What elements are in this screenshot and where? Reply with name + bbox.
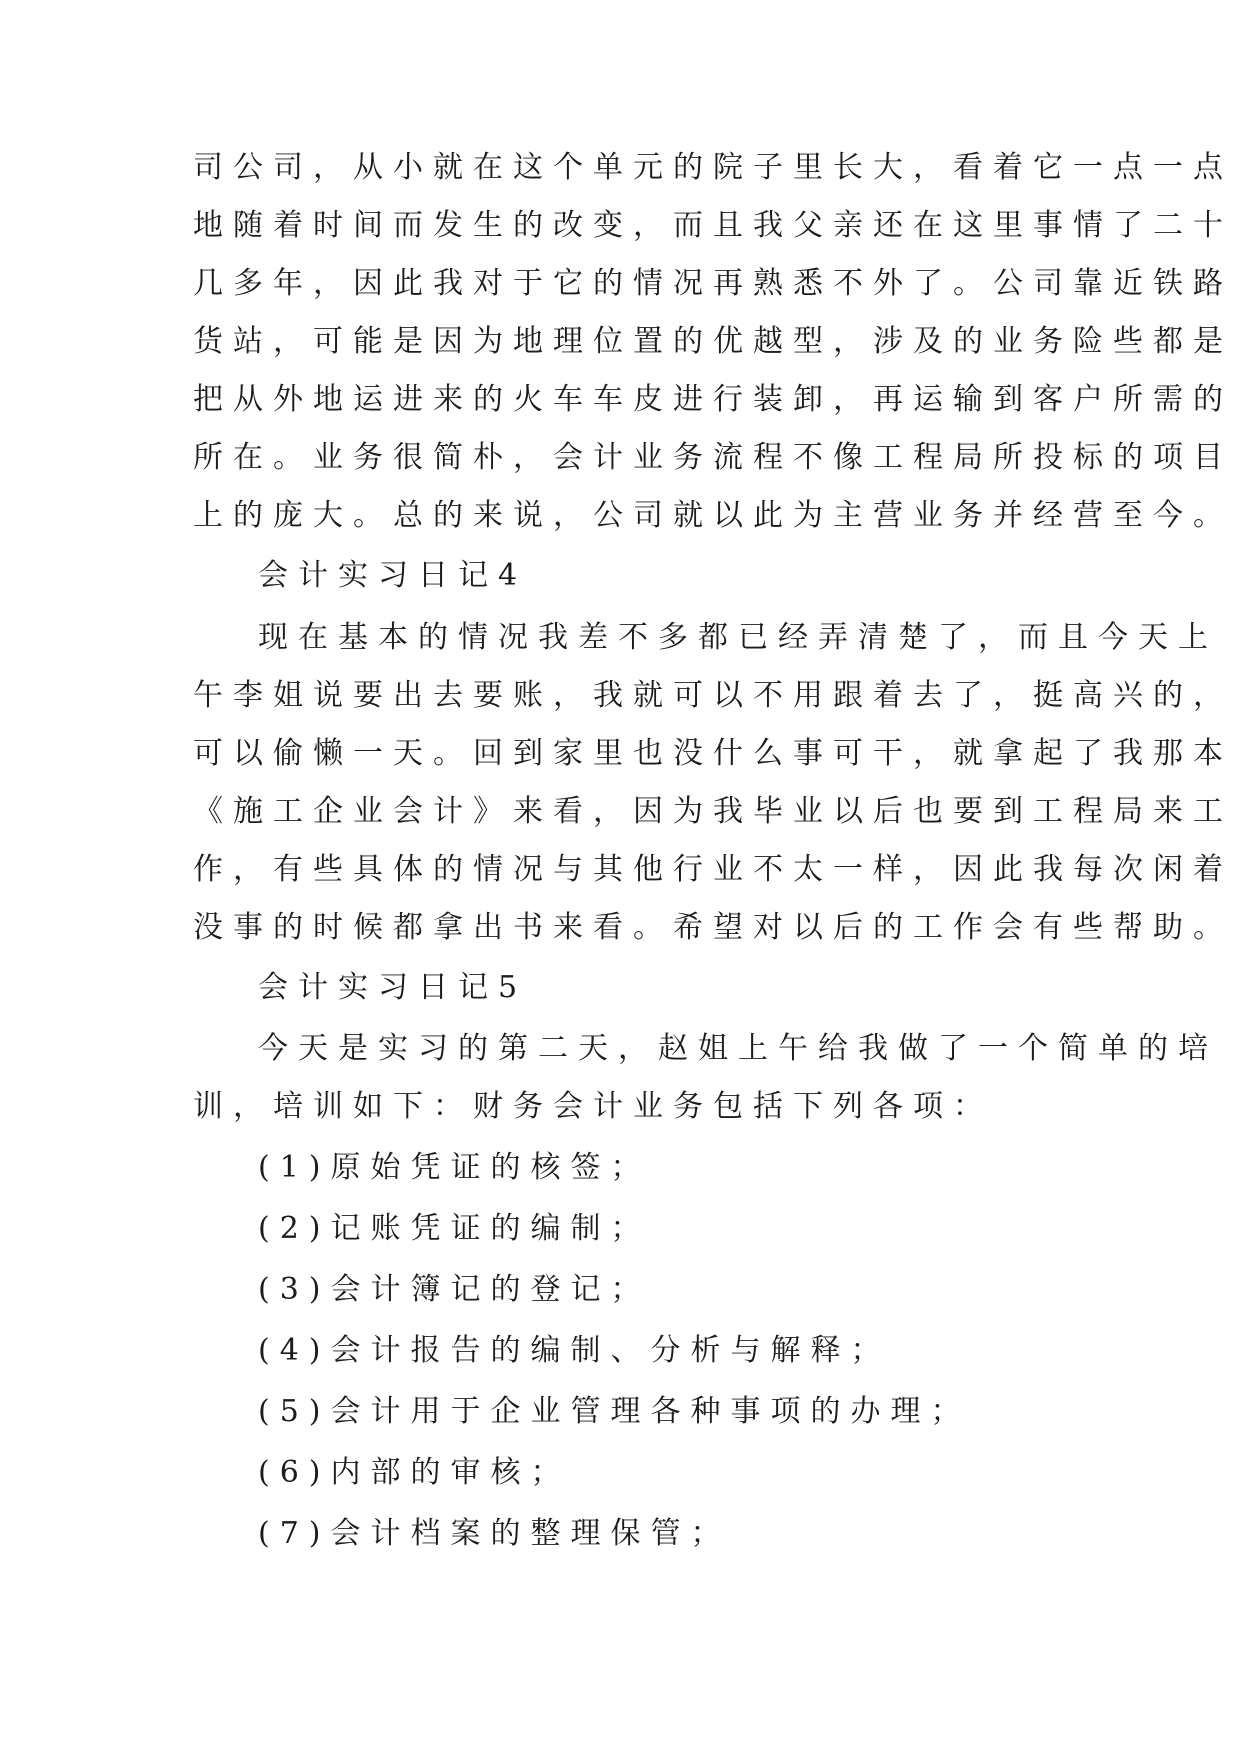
paragraph-line: 没事的时候都拿出书来看。希望对以后的工作会有些帮助。 <box>193 910 1233 945</box>
list-item: (3)会计簿记的登记； <box>258 1272 651 1307</box>
paragraph-line: 货站，可能是因为地理位置的优越型，涉及的业务险些都是 <box>193 324 1233 359</box>
paragraph-line: 午李姐说要出去要账，我就可以不用跟着去了，挺高兴的， <box>193 678 1233 713</box>
section-heading-diary-5: 会计实习日记5 <box>258 970 528 1005</box>
paragraph-line: 地随着时间而发生的改变，而且我父亲还在这里事情了二十 <box>193 208 1233 243</box>
list-item: (2)记账凭证的编制； <box>258 1211 651 1246</box>
paragraph-line: 几多年，因此我对于它的情况再熟悉不外了。公司靠近铁路 <box>193 266 1233 301</box>
paragraph-line: 训，培训如下：财务会计业务包括下列各项： <box>193 1089 993 1124</box>
list-item: (1)原始凭证的核签； <box>258 1150 651 1185</box>
paragraph-line: 上的庞大。总的来说，公司就以此为主营业务并经营至今。 <box>193 498 1233 533</box>
paragraph-line: 司公司，从小就在这个单元的院子里长大，看着它一点一点 <box>193 150 1233 185</box>
list-item: (6)内部的审核； <box>258 1455 571 1490</box>
list-item: (4)会计报告的编制、分析与解释； <box>258 1333 891 1368</box>
paragraph-line: 把从外地运进来的火车车皮进行装卸，再运输到客户所需的 <box>193 382 1233 417</box>
paragraph-line: 可以偷懒一天。回到家里也没什么事可干，就拿起了我那本 <box>193 736 1233 771</box>
paragraph-line: 所在。业务很简朴，会计业务流程不像工程局所投标的项目 <box>193 440 1233 475</box>
paragraph-line: 现在基本的情况我差不多都已经弄清楚了，而且今天上 <box>258 620 1218 655</box>
section-heading-diary-4: 会计实习日记4 <box>258 558 528 593</box>
paragraph-line: 《施工企业会计》来看，因为我毕业以后也要到工程局来工 <box>193 794 1233 829</box>
list-item: (5)会计用于企业管理各种事项的办理； <box>258 1394 971 1429</box>
paragraph-line: 今天是实习的第二天，赵姐上午给我做了一个简单的培 <box>258 1031 1218 1066</box>
paragraph-line: 作，有些具体的情况与其他行业不太一样，因此我每次闲着 <box>193 852 1233 887</box>
list-item: (7)会计档案的整理保管； <box>258 1516 731 1551</box>
